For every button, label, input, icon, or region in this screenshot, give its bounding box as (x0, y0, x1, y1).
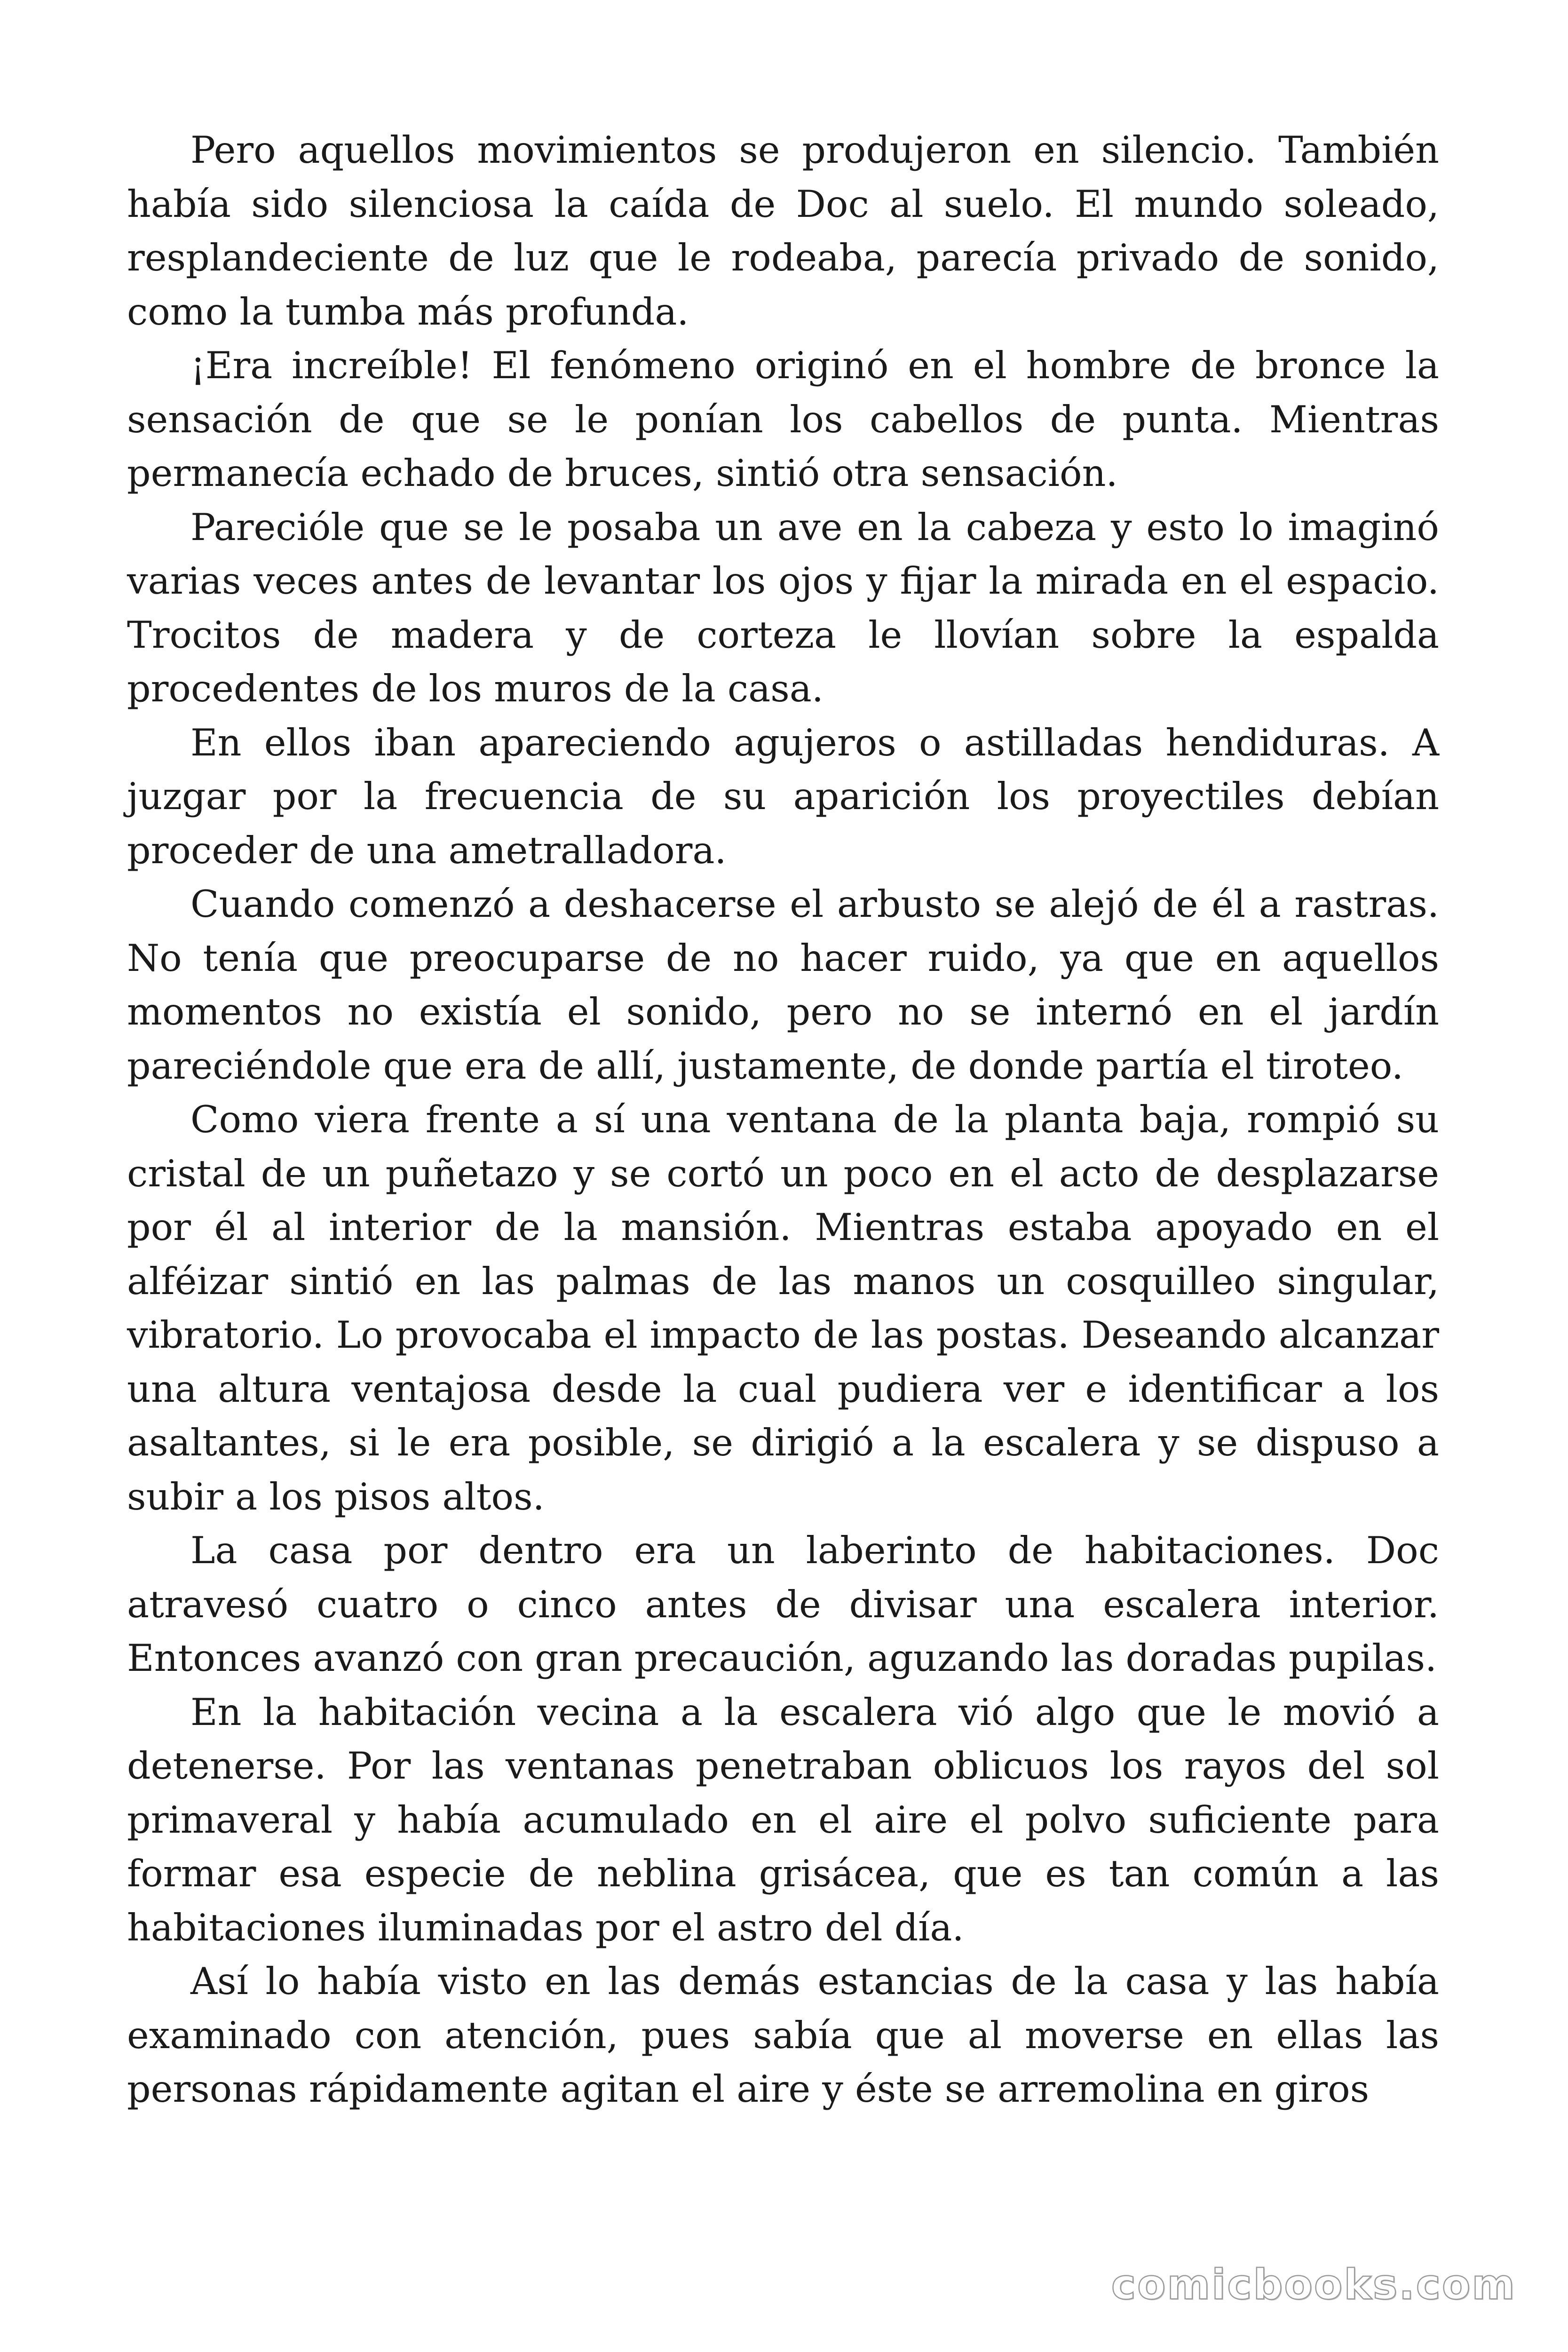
paragraph: ¡Era increíble! El fenómeno originó en el hombre de bronce la sensación de que se le ponían los cabellos de punta. Mientras permanecía echado de bruces, sintió otra sensación. (127, 344, 1439, 495)
paragraph: Parecióle que se le posaba un ave en la cabeza y esto lo imaginó varias veces antes de levantar los ojos y fijar la mirada en el espacio. Trocitos de madera y de corteza le llovían sobre la espalda procedentes de los muros de la casa. (127, 505, 1439, 710)
paragraph: Cuando comenzó a deshacerse el arbusto se alejó de él a rastras. No tenía que preocuparse de no hacer ruido, ya que en aquellos momentos no existía el sonido, pero no se internó en el jardín pareciéndole que era de allí, justamente, de donde partía el tiroteo. (127, 882, 1439, 1088)
paragraph: En ellos iban apareciendo agujeros o astilladas hendiduras. A juzgar por la frecuencia de su aparición los proyectiles debían proceder de una ametralladora. (127, 721, 1439, 872)
paragraph: Así lo había visto en las demás estancias de la casa y las había examinado con atención, pues sabía que al moverse en ellas las personas rápidamente agitan el aire y éste se arremolina en giros (127, 1960, 1439, 2111)
paragraph: Pero aquellos movimientos se produjeron en silencio. También había sido silenciosa la caída de Doc al suelo. El mundo soleado, resplandeciente de luz que le rodeaba, parecía privado de sonido, como la tumba más profunda. (127, 128, 1439, 334)
paragraph: La casa por dentro era un laberinto de habitaciones. Doc atravesó cuatro o cinco antes de divisar una escalera interior. Entonces avanzó con gran precaución, aguzando las doradas pupilas. (127, 1529, 1439, 1680)
body-text (127, 123, 1439, 2116)
paragraph: Como viera frente a sí una ventana de la planta baja, rompió su cristal de un puñetazo y se cortó un poco en el acto de desplazarse por él al interior de la mansión. Mientras estaba apoyado en el alféizar sintió en las palmas de las manos un cosquilleo singular, vibratorio. Lo provocaba el impacto de las postas. Deseando alcanzar una altura ventajosa desde la cual pudiera ver e identificar a los asaltantes, si le era posible, se dirigió a la escalera y se dispuso a subir a los pisos altos. (127, 1098, 1439, 1518)
paragraph: En la habitación vecina a la escalera vió algo que le movió a detenerse. Por las ventanas penetraban oblicuos los rayos del sol primaveral y había acumulado en el aire el polvo suficiente para formar esa especie de neblina grisácea, que es tan común a las habitaciones iluminadas por el astro del día. (127, 1690, 1439, 1949)
watermark: comicbooks.com (1111, 2260, 1516, 2309)
